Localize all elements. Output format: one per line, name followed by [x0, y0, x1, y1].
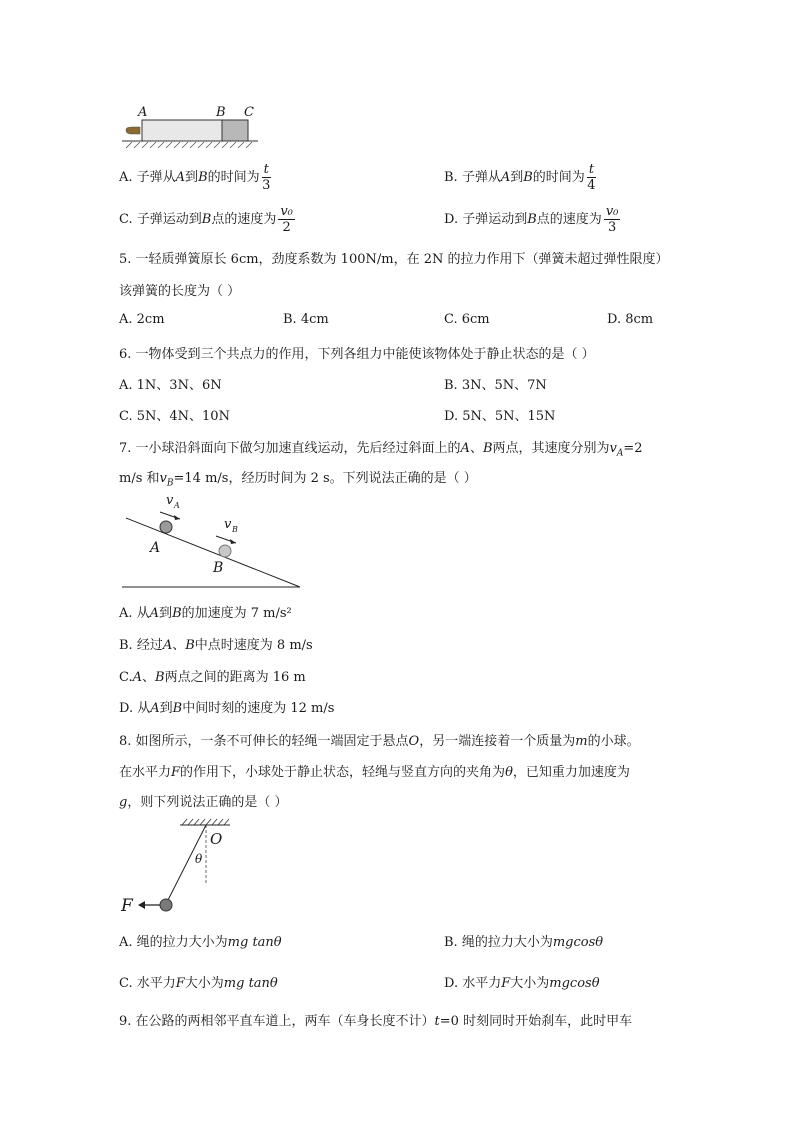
block-short: [222, 120, 248, 141]
label-theta: θ: [195, 852, 203, 866]
ball: [160, 899, 172, 911]
q7-option-d[interactable]: D. 从A到B中间时刻的速度为 12 m/s: [119, 701, 335, 716]
q7-option-b[interactable]: B. 经过A、B中点时速度为 8 m/s: [119, 638, 313, 653]
q6-option-a[interactable]: A. 1N、3N、6N: [119, 378, 222, 393]
q8-stem-line3: g，则下列说法正确的是（ ）: [119, 795, 288, 810]
q7-option-a[interactable]: A. 从A到B的加速度为 7 m/s²: [119, 606, 292, 621]
ball-b: [219, 545, 231, 557]
q9-stem-line1: 9. 在公路的两相邻平直车道上，两车（车身长度不计）t=0 时刻同时开始刹车，此时甲车: [119, 1014, 633, 1029]
label-va-sub: A: [174, 501, 180, 510]
pendulum-figure: [118, 815, 238, 917]
label-vb: v: [224, 517, 232, 532]
fraction-v0-2: $\frac{\text{v₀}}{2}$: [280, 204, 293, 235]
q5-option-b[interactable]: B. 4cm: [283, 312, 329, 327]
q4-option-b[interactable]: B. 子弹从A到B的时间为 $\frac{t}{4}$: [444, 162, 596, 193]
q4-option-d[interactable]: D. 子弹运动到B点的速度为 $\frac{\text{v₀}}{3}$: [444, 204, 619, 235]
block-long: [142, 120, 222, 141]
label-b: B: [216, 105, 226, 120]
bullet-shape: [126, 127, 140, 134]
q7-stem-line2: m/s 和$v_B=14$ m/s，经历时间为 2 s。下列说法正确的是（ ）: [119, 471, 477, 489]
q6-option-d[interactable]: D. 5N、5N、15N: [444, 409, 556, 424]
q8-stem-line1: 8. 如图所示，一条不可伸长的轻绳一端固定于悬点O，另一端连接着一个质量为m的小球。: [119, 734, 640, 749]
ball-a: [160, 521, 172, 533]
q5-stem-line2: 该弹簧的长度为（ ）: [119, 284, 241, 299]
q7-option-c[interactable]: C.A、B两点之间的距离为 16 m: [119, 670, 306, 685]
incline-figure: [118, 490, 308, 592]
label-vb-sub: B: [232, 525, 238, 534]
q8-stem-line2: 在水平力F的作用下，小球处于静止状态，轻绳与竖直方向的夹角为θ，已知重力加速度为: [119, 765, 630, 780]
q5-option-d[interactable]: D. 8cm: [607, 312, 654, 327]
label-a: A: [150, 540, 161, 556]
fraction-t-3: $\frac{t}{3}$: [262, 162, 271, 193]
q8-option-a[interactable]: A. 绳的拉力大小为mg tanθ: [119, 935, 282, 950]
q6-stem: 6. 一物体受到三个共点力的作用，下列各组力中能使该物体处于静止状态的是（ ）: [119, 347, 595, 362]
q5-option-c[interactable]: C. 6cm: [444, 312, 490, 327]
label-f: F: [121, 896, 133, 916]
label-va: v: [166, 493, 174, 508]
fraction-t-4: $\frac{t}{4}$: [587, 162, 596, 193]
q8-option-d[interactable]: D. 水平力F大小为mgcosθ: [444, 976, 600, 991]
bullet-block-figure: [118, 100, 278, 150]
label-c: C: [244, 105, 254, 120]
q4-option-a[interactable]: A. 子弹从A到B的时间为 $\frac{t}{3}$: [119, 162, 271, 193]
q8-option-c[interactable]: C. 水平力F大小为mg tanθ: [119, 976, 278, 991]
fraction-v0-3: $\frac{\text{v₀}}{3}$: [605, 204, 619, 235]
q5-stem-line1: 5. 一轻质弹簧原长 6cm，劲度系数为 100N/m，在 2N 的拉力作用下（弹簧未超过弹性限度）: [119, 252, 669, 267]
q6-option-b[interactable]: B. 3N、5N、7N: [444, 378, 547, 393]
q7-stem-line1: 7. 一小球沿斜面向下做匀加速直线运动，先后经过斜面上的A、B两点，其速度分别为$v_A=2$: [119, 441, 643, 459]
q6-option-c[interactable]: C. 5N、4N、10N: [119, 409, 230, 424]
q8-option-b[interactable]: B. 绳的拉力大小为mgcosθ: [444, 935, 604, 950]
label-b: B: [213, 560, 224, 576]
q5-option-a[interactable]: A. 2cm: [119, 312, 165, 327]
label-o: O: [210, 830, 223, 848]
q4-option-c[interactable]: C. 子弹运动到B点的速度为 $\frac{\text{v₀}}{2}$: [119, 204, 293, 235]
label-a: A: [138, 105, 148, 120]
